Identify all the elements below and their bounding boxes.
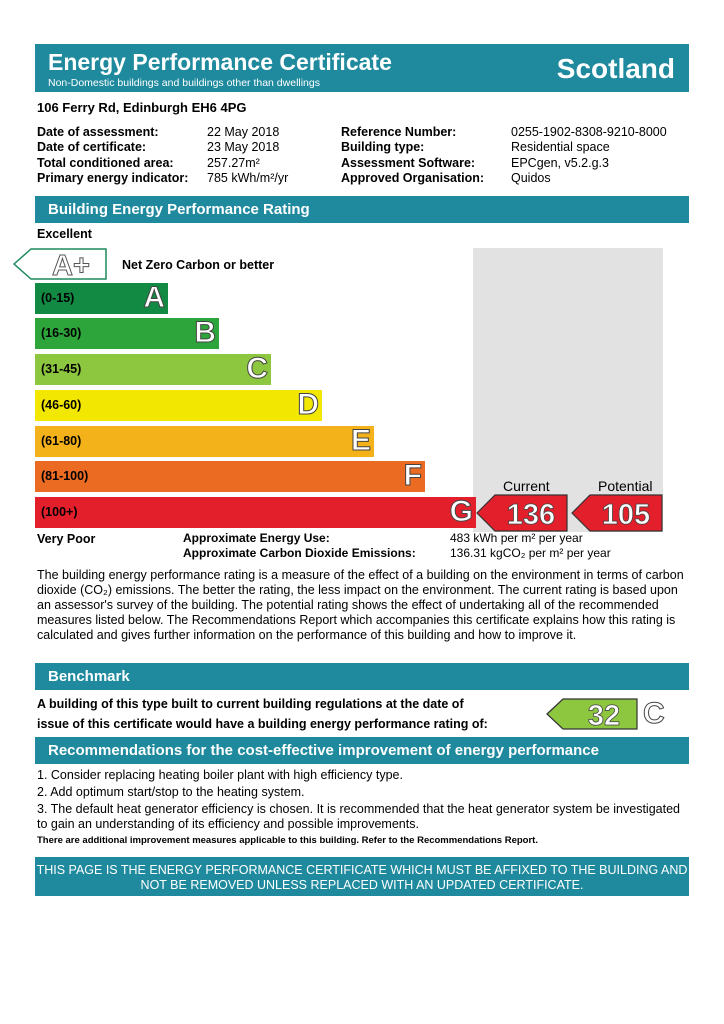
benchmark-text-line1: A building of this type built to current building regulations at the date of: [37, 697, 464, 711]
band-range: (0-15): [41, 291, 75, 305]
benchmark-title: [35, 663, 689, 690]
aplus-arrow: [13, 248, 108, 280]
region-label: Scotland: [556, 53, 675, 84]
certificate-subtitle: Non-Domestic buildings and buildings other than dwellings: [48, 77, 320, 89]
detail-label: Total conditioned area:: [37, 155, 174, 170]
band-letter: D: [297, 388, 319, 421]
emissions-values: [450, 531, 611, 561]
rating-section-title-text: Building Energy Performance Rating: [48, 201, 310, 218]
detail-value: Residential space: [511, 140, 610, 155]
benchmark-value: 32: [587, 700, 621, 730]
co2-label: Approximate Carbon Dioxide Emissions:: [183, 546, 416, 560]
recommendations-note: There are additional improvement measures applicable to this building. Refer to the Recommendations Report.: [37, 835, 538, 846]
band-letter: A: [143, 281, 165, 314]
benchmark-arrow: [546, 698, 638, 730]
band-letter: F: [403, 459, 422, 492]
certificate-footer: THIS PAGE IS THE ENERGY PERFORMANCE CERTIFICATE WHICH MUST BE AFFIXED TO THE BUILDING AND NOT BE REMOVED UNLESS REPLACED WITH AN UPDATED CERTIFICATE.: [35, 857, 689, 896]
co2-value: 136.31 kgCO₂ per m² per year: [450, 546, 611, 560]
rating-description: The building energy performance rating is a measure of the effect of a building on the environment in terms of carbon dioxide (CO₂) emissions. The better the rating, the less impact on the environment. The current rating is based upon an assessor's survey of the building. The potential rating shows the effect of undertaking all of the recommended measures listed below. The Recommendations Report which accompanies this certificate explains how this rating is calculated and gives further information on the performance of this building and how to improve it.: [37, 568, 684, 642]
current-rating-value: 136: [506, 499, 556, 531]
energy-use-value: 483 kWh per m² per year: [450, 531, 583, 545]
band-g: [35, 497, 476, 528]
detail-value: 785 kWh/m²/yr: [207, 170, 289, 185]
potential-rating-value: 105: [601, 499, 651, 531]
detail-label: Assessment Software:: [341, 155, 476, 170]
detail-value: 0255-1902-8308-9210-8000: [511, 125, 667, 139]
band-d: [35, 390, 322, 421]
certificate-title: Energy Performance Certificate: [48, 49, 392, 75]
band-f: [35, 461, 425, 492]
band-range: (16-30): [41, 326, 82, 340]
certificate-header: [35, 44, 689, 92]
band-letter: C: [246, 352, 268, 385]
detail-value: Quidos: [511, 170, 551, 185]
band-range: (31-45): [41, 362, 82, 376]
band-range: (100+): [41, 505, 78, 519]
recommendation-item: 1. Consider replacing heating boiler plant with high efficiency type.: [37, 768, 403, 782]
detail-label: Date of certificate:: [37, 140, 147, 155]
current-rating-arrow: [476, 494, 568, 532]
band-b: [35, 318, 219, 349]
energy-use-label: Approximate Energy Use:: [183, 531, 330, 545]
aplus-letter: A+: [52, 250, 90, 280]
potential-rating-arrow: [571, 494, 663, 532]
detail-value: 22 May 2018: [207, 125, 280, 139]
current-label: Current: [503, 478, 550, 494]
recommendations-title: [35, 737, 689, 764]
potential-label: Potential: [598, 478, 653, 494]
very-poor-label: Very Poor: [37, 532, 96, 546]
excellent-label: Excellent: [37, 227, 92, 241]
detail-label: Reference Number:: [341, 125, 457, 139]
band-range: (46-60): [41, 398, 82, 412]
detail-value: 257.27m²: [207, 155, 260, 170]
benchmark-letter: C: [643, 697, 665, 730]
band-range: (81-100): [41, 469, 89, 483]
band-a: [35, 283, 168, 314]
detail-value: EPCgen, v5.2.g.3: [511, 155, 609, 170]
band-letter: B: [194, 316, 216, 349]
benchmark-title-text: Benchmark: [48, 668, 130, 685]
band-e: [35, 426, 374, 457]
detail-label: Approved Organisation:: [341, 170, 485, 185]
property-address: 106 Ferry Rd, Edinburgh EH6 4PG: [37, 100, 247, 115]
emissions-labels: [183, 531, 416, 561]
detail-label: Date of assessment:: [37, 125, 159, 139]
band-c: [35, 354, 271, 385]
aplus-label: Net Zero Carbon or better: [122, 258, 275, 272]
benchmark-text-line2: issue of this certificate would have a building energy performance rating of:: [37, 717, 488, 731]
recommendations-title-text: Recommendations for the cost-effective improvement of energy performance: [48, 742, 599, 759]
band-range: (61-80): [41, 434, 82, 448]
detail-label: Primary energy indicator:: [37, 170, 189, 185]
recommendation-item: 3. The default heat generator efficiency is chosen. It is recommended that the heat generator system be investigated to gain an understanding of its efficiency and possible improvements.: [37, 802, 680, 831]
benchmark-text: [37, 694, 488, 734]
rating-section-title: [35, 196, 689, 223]
recommendations-list: [37, 768, 692, 848]
recommendation-item: 2. Add optimum start/stop to the heating system.: [37, 785, 305, 799]
band-letter: E: [350, 424, 371, 457]
details-left: [37, 125, 288, 186]
detail-label: Building type:: [341, 140, 425, 155]
band-letter: G: [449, 495, 473, 528]
detail-value: 23 May 2018: [207, 140, 280, 155]
details-right: [341, 125, 667, 186]
